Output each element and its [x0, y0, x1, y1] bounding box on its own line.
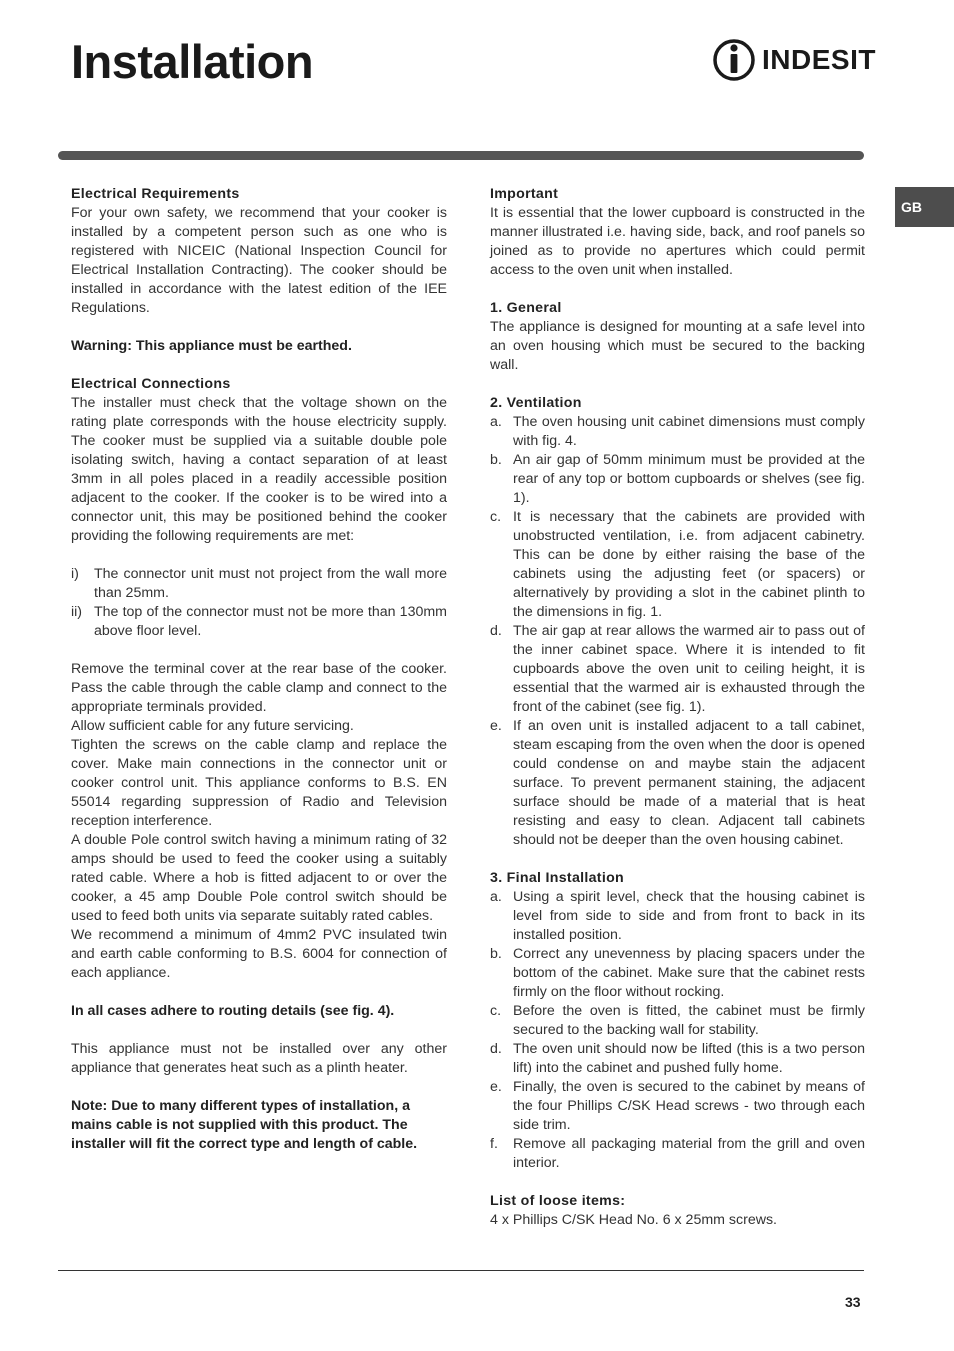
list-item-label: ii) [71, 604, 83, 620]
list-item-label: e. [490, 718, 502, 734]
list-item-text: The oven unit should now be lifted (this is a two person lift) into the cabinet and pushed fully home. [513, 1041, 865, 1076]
earth-warning: Warning: This appliance must be earthed. [71, 338, 352, 354]
routing-note: In all cases adhere to routing details (see fig. 4). [71, 1003, 395, 1019]
list-item-label: a. [490, 889, 502, 905]
double-pole-text: A double Pole control switch having a minimum rating of 32 amps should be used to feed the cooker using a suitably rated cable. Where a hob is fitted adjacent to or over the cooker, a 45 amp Double Pole control switch should be used to feed both units via separate suitably rated cables. [71, 832, 447, 924]
list-item [490, 888, 865, 945]
list-item [490, 451, 865, 508]
electrical-connections-text: The installer must check that the voltage shown on the rating plate corresponds with the house electricity supply. The cooker must be supplied via a suitable double pole isolating switch, having a contact separation of at least 3mm in all poles placed in a readily accessible position adjacent to the cooker. If the cooker is to be wired into a connector unit, this may be positioned behind the cooker providing the following requirements are met: [71, 395, 447, 544]
list-item-text: Remove all packaging material from the grill and oven interior. [513, 1136, 865, 1171]
list-item [490, 1078, 865, 1135]
list-item [490, 945, 865, 1002]
important-text: It is essential that the lower cupboard is constructed in the manner illustrated i.e. having side, back, and roof panels so joined as to provide no apertures which could permit access to the oven unit when installed. [490, 205, 865, 278]
list-item-text: Correct any unevenness by placing spacers under the bottom of the cabinet. Make sure that the cabinet rests firmly on the floor without rocking. [513, 946, 865, 1000]
electrical-requirements-heading: Electrical Requirements [71, 186, 240, 202]
brand-name: INDESIT [762, 44, 876, 75]
list-item [490, 1002, 865, 1040]
list-item [490, 622, 865, 717]
mains-cable-note: Note: Due to many different types of installation, a mains cable is not supplied with this product. The installer will fit the correct type and length of cable. [71, 1098, 418, 1152]
list-item-label: c. [490, 509, 502, 525]
cable-clamp-text: Tighten the screws on the cable clamp and replace the cover. Make main connections in the connector unit or cooker control unit. This appliance conforms to B.S. EN 55014 regarding suppression of Radio and Television reception interference. [71, 737, 447, 829]
electrical-connections-heading: Electrical Connections [71, 376, 231, 392]
list-item-label: e. [490, 1079, 502, 1095]
indesit-logo-icon [712, 38, 756, 82]
list-item [71, 565, 447, 603]
list-item [490, 717, 865, 850]
list-item-text: Before the oven is fitted, the cabinet must be firmly secured to the backing wall for stability. [513, 1003, 865, 1038]
cable-recommendation-text: We recommend a minimum of 4mm2 PVC insulated twin and earth cable conforming to B.S. 6004 for connection of each appliance. [71, 927, 447, 981]
general-heading: 1. General [490, 300, 562, 316]
general-text: The appliance is designed for mounting at a safe level into an oven housing which must be secured to the backing wall. [490, 319, 865, 373]
list-item-label: d. [490, 1041, 502, 1057]
list-item-text: Finally, the oven is secured to the cabinet by means of the four Phillips C/SK Head screws - two through each side trim. [513, 1079, 865, 1133]
list-item-text: An air gap of 50mm minimum must be provided at the rear of any top or bottom cupboards or shelves (see fig. 1). [513, 452, 865, 506]
list-item-text: Using a spirit level, check that the housing cabinet is level from side to side and from front to back in its installed position. [513, 889, 865, 943]
list-item-text: It is necessary that the cabinets are provided with unobstructed ventilation, i.e. from adjacent cabinetry. This can be done by either raising the base of the cabinets using the adjusting feet (or spacers) or alternatively by providing a slot in the cabinet plinth to the dimensions in fig. 1. [513, 509, 865, 620]
list-item-text: The oven housing unit cabinet dimensions must comply with fig. 4. [513, 414, 865, 449]
list-item-label: d. [490, 623, 502, 639]
ventilation-heading: 2. Ventilation [490, 395, 582, 411]
brand-logo [712, 38, 876, 82]
right-column [490, 185, 865, 1230]
electrical-requirements-text: For your own safety, we recommend that your cooker is installed by a competent person such as one who is registered with NICEIC (National Inspection Council for Electrical Installation Contracting). The cooker should be installed in accordance with the latest edition of the IEE Regulations. [71, 205, 447, 316]
terminal-cover-text: Remove the terminal cover at the rear base of the cooker. Pass the cable through the cable clamp and connect to the appropriate terminals provided. [71, 661, 447, 715]
list-item [490, 1135, 865, 1173]
list-item [490, 1040, 865, 1078]
list-item-label: i) [71, 566, 79, 582]
list-item [71, 603, 447, 641]
list-item-text: The connector unit must not project from the wall more than 25mm. [94, 566, 447, 601]
important-heading: Important [490, 186, 559, 202]
list-item-label: b. [490, 452, 502, 468]
loose-items-text: 4 x Phillips C/SK Head No. 6 x 25mm screws. [490, 1212, 777, 1228]
servicing-text: Allow sufficient cable for any future servicing. [71, 718, 354, 734]
list-item-label: c. [490, 1003, 502, 1019]
list-item-text: If an oven unit is installed adjacent to a tall cabinet, steam escaping from the oven when the door is opened could condense on and maybe stain the adjacent surface. To prevent permanent staining, the adjacent surface should be made of a material that is heat resisting and easy to clean. Adjacent tall cabinets should not be deeper than the oven housing cabinet. [513, 718, 865, 848]
page-number: 33 [845, 1294, 861, 1310]
header-divider [58, 151, 864, 160]
list-item-label: f. [490, 1136, 498, 1152]
left-column [71, 185, 447, 1154]
heat-warning-text: This appliance must not be installed over any other appliance that generates heat such as a plinth heater. [71, 1041, 447, 1076]
list-item-label: b. [490, 946, 502, 962]
language-tab: GB [895, 187, 954, 227]
list-item [490, 508, 865, 622]
final-installation-heading: 3. Final Installation [490, 870, 625, 886]
list-item-label: a. [490, 414, 502, 430]
footer-divider [58, 1270, 864, 1271]
list-item [490, 413, 865, 451]
list-item-text: The air gap at rear allows the warmed air to pass out of the inner cabinet space. Where it is intended to fit cupboards above the oven unit to ceiling height, it is essential that the warmed air is exhausted through the front of the cabinet (see fig. 1). [513, 623, 865, 715]
page-title: Installation [71, 35, 314, 88]
loose-items-heading: List of loose items: [490, 1193, 626, 1209]
list-item-text: The top of the connector must not be more than 130mm above floor level. [94, 604, 447, 639]
